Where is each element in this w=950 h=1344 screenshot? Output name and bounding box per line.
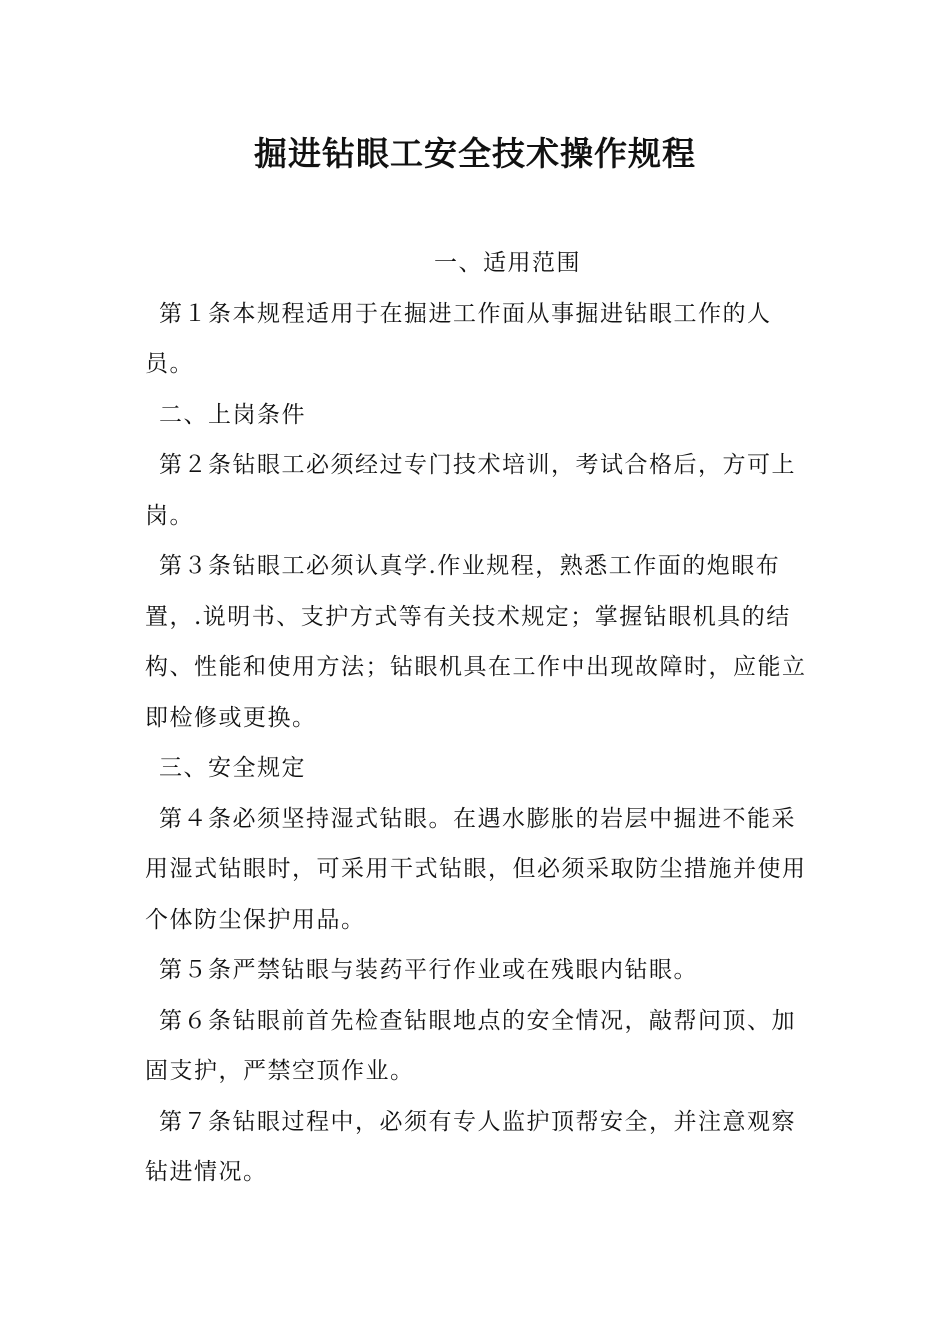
document-title: 掘进钻眼工安全技术操作规程 <box>254 134 696 173</box>
document-body <box>145 238 810 1198</box>
section-heading-qualifications: 二、上岗条件 <box>159 401 306 428</box>
article-6-paragraph: 第６条钻眼前首先检查钻眼地点的安全情况，敲帮问顶、加固支护，严禁空顶作业。 <box>145 1007 796 1084</box>
section-heading-safety: 三、安全规定 <box>159 755 306 781</box>
article-5-paragraph: 第５条严禁钻眼与装药平行作业或在残眼内钻眼。 <box>159 957 698 983</box>
article-4-paragraph: 第４条必须坚持湿式钻眼。在遇水膨胀的岩层中掘进不能采用湿式钻眼时，可采用干式钻眼，但必须采取防尘措施并使用个体防尘保护用品。 <box>145 805 807 933</box>
article-3-paragraph: 第３条钻眼工必须认真学.作业规程，熟悉工作面的炮眼布置，.说明书、支护方式等有关技术规定；掌握钻眼机具的结构、性能和使用方法；钻眼机具在工作中出现故障时，应能立即检修或更换。 <box>145 553 807 731</box>
article-2-paragraph: 第２条钻眼工必须经过专门技术培训，考试合格后，方可上岗。 <box>145 452 796 529</box>
section-heading-scope: 一、适用范围 <box>434 250 581 276</box>
article-1-paragraph: 第１条本规程适用于在掘进工作面从事掘进钻眼工作的人员。 <box>145 300 772 377</box>
article-7-paragraph: 第７条钻眼过程中，必须有专人监护顶帮安全，并注意观察钻进情况。 <box>145 1108 796 1185</box>
